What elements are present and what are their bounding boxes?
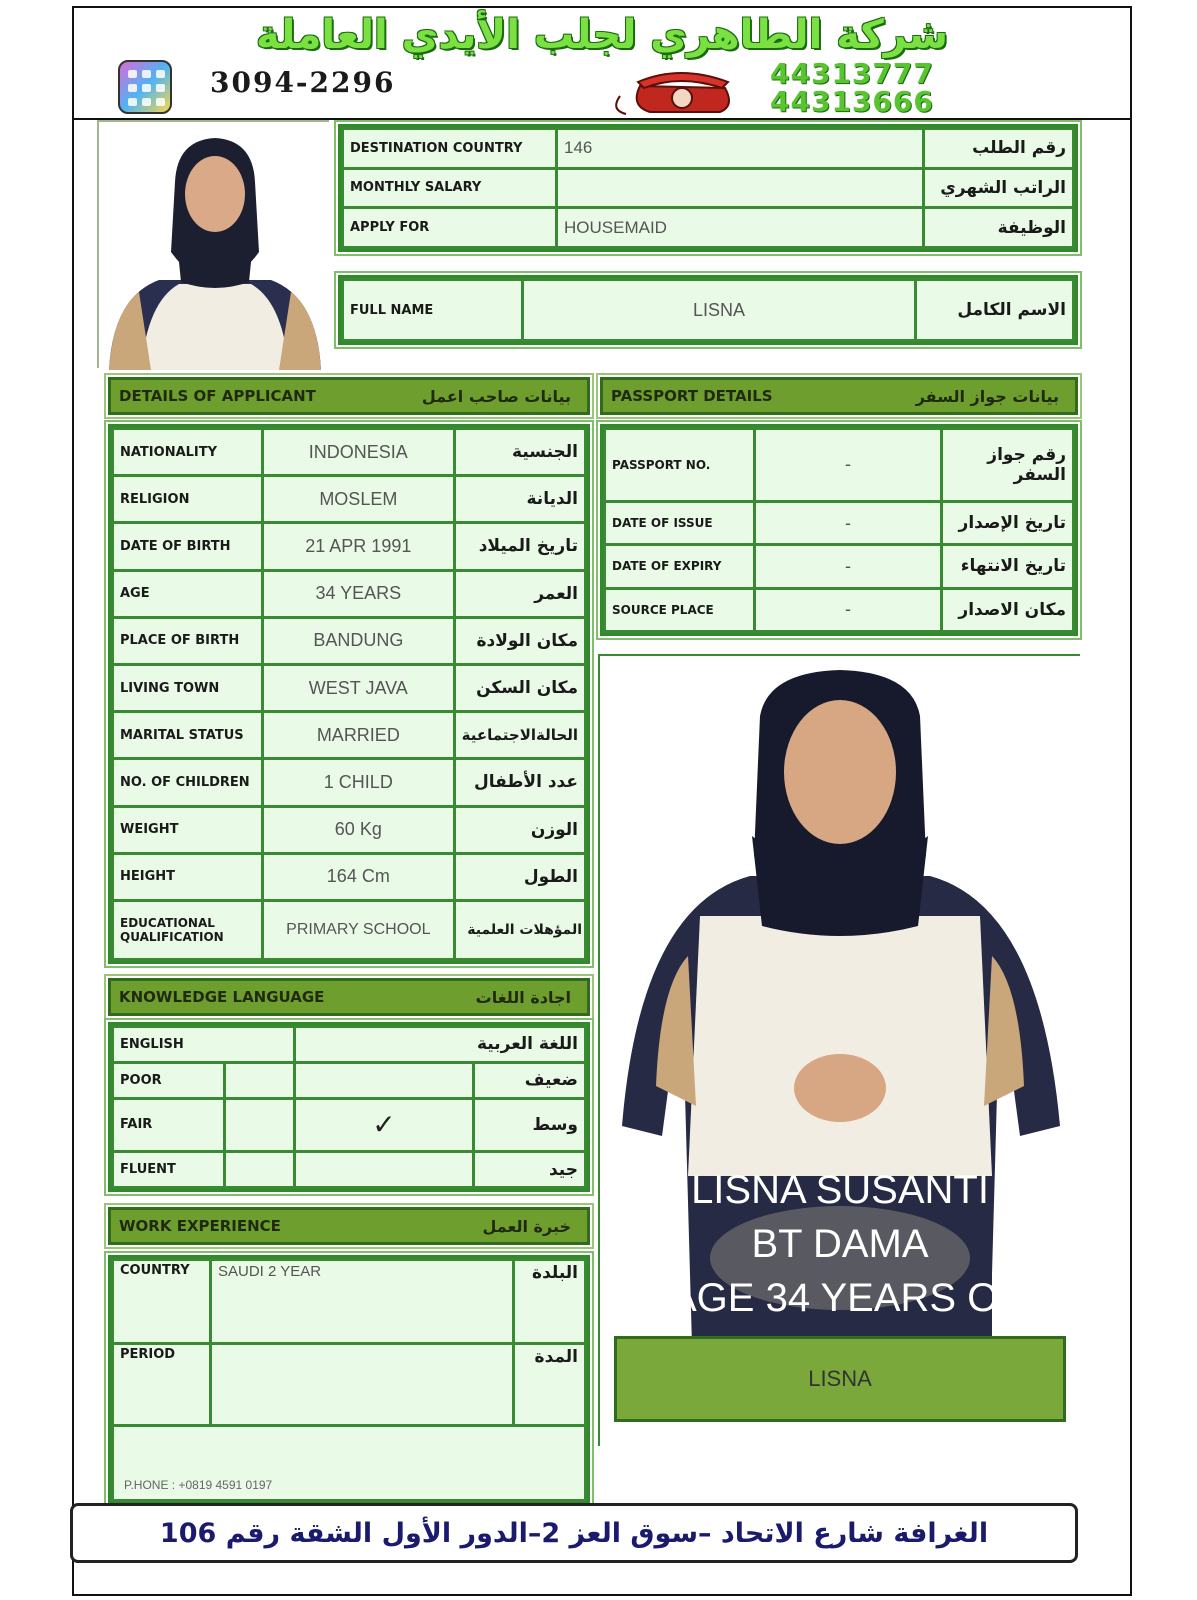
row-label: MARITAL STATUS <box>113 712 263 759</box>
language-section-header <box>108 978 590 1016</box>
table-row <box>113 806 586 853</box>
full-name-value: LISNA <box>523 280 916 341</box>
row-label-ar: العمر <box>454 570 585 617</box>
work-table <box>108 1255 590 1505</box>
row-label-ar: تاريخ الإصدار <box>942 501 1074 544</box>
photo-name-label: LISNA <box>808 1366 872 1391</box>
row-label: HEIGHT <box>113 853 263 900</box>
row-label: DATE OF ISSUE <box>605 501 755 544</box>
application-table <box>338 124 1078 252</box>
row-label: NO. OF CHILDREN <box>113 759 263 806</box>
applicant-photo-large <box>598 654 1080 1446</box>
row-label: RELIGION <box>113 476 263 523</box>
row-label: LIVING TOWN <box>113 664 263 711</box>
row-label: DESTINATION COUNTRY <box>343 129 557 169</box>
photo-caption-line-1: LISNA SUSANTI <box>691 1168 989 1212</box>
table-row <box>113 570 586 617</box>
row-label-ar: الوزن <box>454 806 585 853</box>
table-row <box>605 588 1074 631</box>
row-label-ar: المؤهلات العلمية <box>454 900 585 959</box>
full-name-table <box>338 275 1078 345</box>
table-row <box>113 1027 586 1063</box>
full-name-label: FULL NAME <box>343 280 523 341</box>
row-label: APPLY FOR <box>343 208 557 248</box>
table-row <box>343 208 1074 248</box>
row-label: WEIGHT <box>113 806 263 853</box>
row-value: - <box>755 545 942 588</box>
row-label-ar: مكان الاصدار <box>942 588 1074 631</box>
table-row <box>113 476 586 523</box>
phone-numbers <box>770 57 934 118</box>
english-mark <box>225 1152 295 1188</box>
row-value: - <box>755 588 942 631</box>
table-row <box>605 501 1074 544</box>
section-title-ar: خبرة العمل <box>482 1216 571 1236</box>
row-label-ar: عدد الأطفال <box>454 759 585 806</box>
applicant-section-header <box>108 377 590 415</box>
table-row <box>113 523 586 570</box>
row-value: 60 Kg <box>263 806 455 853</box>
footer-address-box <box>70 1503 1078 1563</box>
row-label: AGE <box>113 570 263 617</box>
english-mark <box>225 1098 295 1151</box>
table-row <box>113 1098 586 1151</box>
passport-section-header <box>600 377 1078 415</box>
table-row <box>113 759 586 806</box>
row-value: 164 Cm <box>263 853 455 900</box>
person-full-icon <box>600 656 1082 1448</box>
english-mark <box>225 1062 295 1098</box>
section-title: PASSPORT DETAILS <box>611 387 773 405</box>
row-label-ar: مكان الولادة <box>454 617 585 664</box>
row-label: EDUCATIONAL QUALIFICATION <box>113 900 263 959</box>
row-value: - <box>755 429 942 502</box>
table-row <box>343 168 1074 208</box>
level-label: POOR <box>113 1062 225 1098</box>
row-value: MARRIED <box>263 712 455 759</box>
level-label-ar: جيد <box>474 1152 586 1188</box>
photo-caption-line-2: BT DAMA <box>751 1222 929 1266</box>
section-title-ar: اجادة اللغات <box>475 987 571 1007</box>
row-value: HOUSEMAID <box>557 208 924 248</box>
footer-address: الغرافة شارع الاتحاد –سوق العز 2–الدور الأول الشقة رقم 106 <box>159 1517 989 1549</box>
row-value: PRIMARY SCHOOL <box>263 900 455 959</box>
row-value: 1 CHILD <box>263 759 455 806</box>
language-table <box>108 1022 590 1192</box>
mobile-number: 3094-2296 <box>210 66 396 99</box>
row-label: MONTHLY SALARY <box>343 168 557 208</box>
row-label: NATIONALITY <box>113 429 263 476</box>
header <box>72 6 1132 120</box>
table-row <box>343 129 1074 169</box>
arabic-mark <box>294 1152 473 1188</box>
section-title-ar: بيانات جواز السفر <box>915 386 1059 406</box>
table-row <box>113 712 586 759</box>
level-label: FLUENT <box>113 1152 225 1188</box>
telephone-icon <box>610 66 750 116</box>
country-value: SAUDI 2 YEAR <box>211 1260 514 1344</box>
row-value: BANDUNG <box>263 617 455 664</box>
row-value: - <box>755 501 942 544</box>
row-label-ar: تاريخ الميلاد <box>454 523 585 570</box>
period-label-ar: المدة <box>514 1344 586 1426</box>
english-header: ENGLISH <box>113 1027 295 1063</box>
row-value: MOSLEM <box>263 476 455 523</box>
period-value <box>211 1344 514 1426</box>
arabic-header: اللغة العربية <box>294 1027 585 1063</box>
full-name-label-ar: الاسم الكامل <box>916 280 1074 341</box>
smartphone-icon <box>118 60 172 114</box>
row-label-ar: الوظيفة <box>924 208 1074 248</box>
table-row <box>113 853 586 900</box>
level-label: FAIR <box>113 1098 225 1151</box>
period-label: PERIOD <box>113 1344 211 1426</box>
row-label: PLACE OF BIRTH <box>113 617 263 664</box>
table-row <box>343 280 1074 341</box>
section-title: DETAILS OF APPLICANT <box>119 387 316 405</box>
row-label-ar: الراتب الشهري <box>924 168 1074 208</box>
row-value: 21 APR 1991 <box>263 523 455 570</box>
company-name: شركة الطاهري لجلب الأيدي العاملة <box>256 12 948 58</box>
row-label-ar: رقم جواز السفر <box>942 429 1074 502</box>
row-label-ar: الطول <box>454 853 585 900</box>
applicant-phone: P.HONE : +0819 4591 0197 <box>124 1478 273 1492</box>
table-row <box>113 429 586 476</box>
row-label: SOURCE PLACE <box>605 588 755 631</box>
row-label-ar: الجنسية <box>454 429 585 476</box>
table-row <box>605 429 1074 502</box>
checkmark-icon: ✓ <box>294 1098 473 1151</box>
phone-number-1: 44313777 <box>770 57 934 90</box>
table-row <box>113 1062 586 1098</box>
row-label-ar: الديانة <box>454 476 585 523</box>
phone-number-2: 44313666 <box>770 85 934 118</box>
section-title: KNOWLEDGE LANGUAGE <box>119 988 325 1006</box>
table-row <box>113 664 586 711</box>
table-row <box>113 617 586 664</box>
table-row <box>605 545 1074 588</box>
row-value: 146 <box>557 129 924 169</box>
row-label-ar: مكان السكن <box>454 664 585 711</box>
row-value: INDONESIA <box>263 429 455 476</box>
applicant-photo-small <box>97 120 329 368</box>
country-label-ar: البلدة <box>514 1260 586 1344</box>
passport-table <box>600 424 1078 636</box>
table-row <box>113 1344 586 1426</box>
photo-caption-line-3: AGE 34 YEARS OLD <box>670 1276 1050 1320</box>
level-label-ar: ضعيف <box>474 1062 586 1098</box>
section-title: WORK EXPERIENCE <box>119 1217 281 1235</box>
row-label: PASSPORT NO. <box>605 429 755 502</box>
work-section-header <box>108 1207 590 1245</box>
row-label-ar: رقم الطلب <box>924 129 1074 169</box>
level-label-ar: وسط <box>474 1098 586 1151</box>
table-row <box>113 1260 586 1344</box>
table-row <box>113 1152 586 1188</box>
row-value: WEST JAVA <box>263 664 455 711</box>
country-label: COUNTRY <box>113 1260 211 1344</box>
table-row <box>113 900 586 959</box>
row-label-ar: تاريخ الانتهاء <box>942 545 1074 588</box>
applicant-table <box>108 424 590 964</box>
row-label: DATE OF EXPIRY <box>605 545 755 588</box>
row-label: DATE OF BIRTH <box>113 523 263 570</box>
photo-name-box <box>614 1336 1066 1422</box>
row-value <box>557 168 924 208</box>
person-portrait-icon <box>99 122 331 370</box>
row-label-ar: الحالةالاجتماعية <box>454 712 585 759</box>
row-value: 34 YEARS <box>263 570 455 617</box>
arabic-mark <box>294 1062 473 1098</box>
section-title-ar: بيانات صاحب اعمل <box>421 386 571 406</box>
